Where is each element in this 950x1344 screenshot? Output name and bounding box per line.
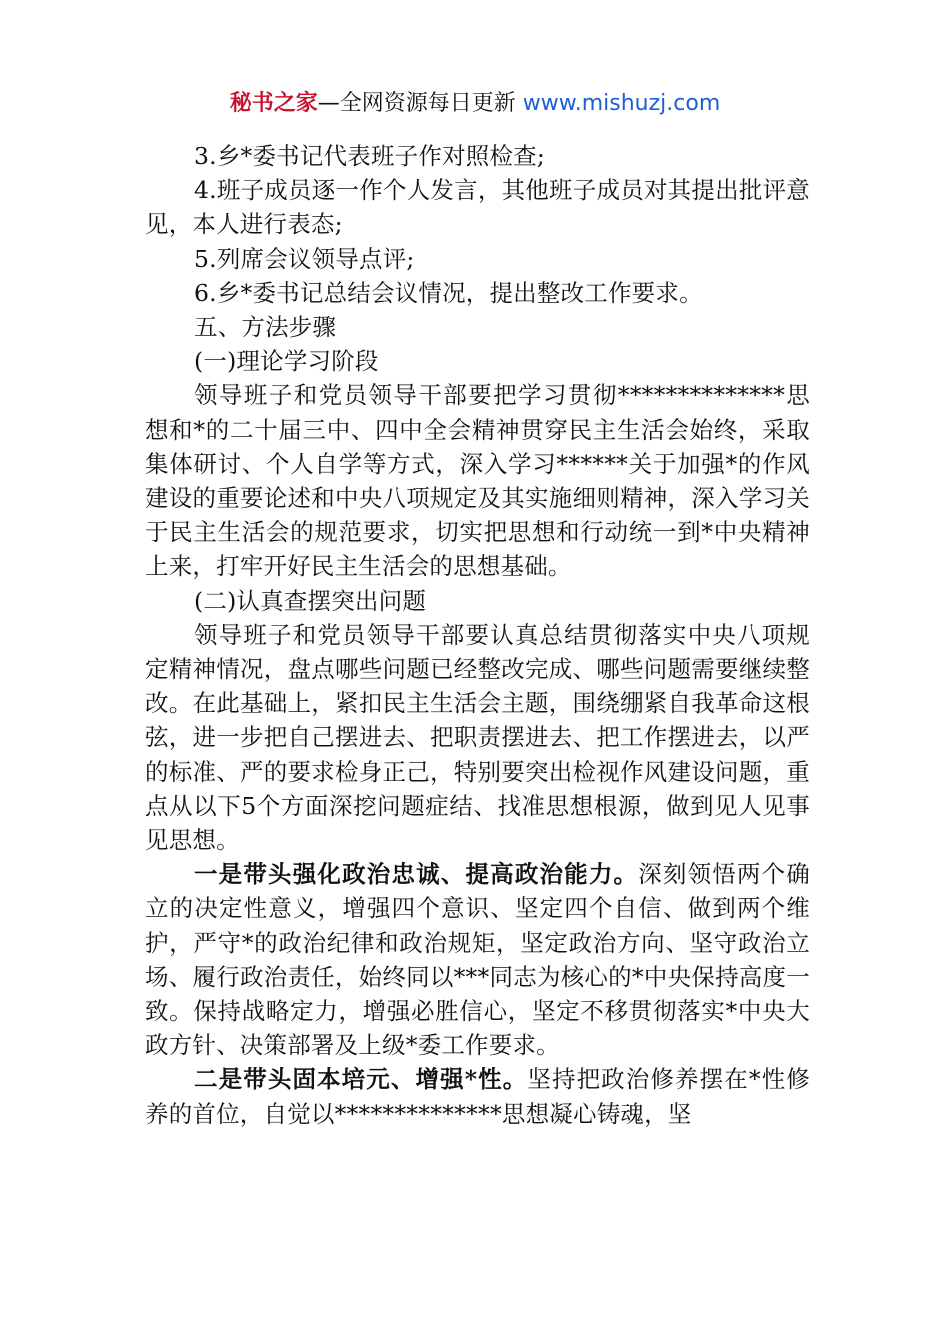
- paragraph: 领导班子和党员领导干部要把学习贯彻**************思想和*的二十届三中、四中全会精神贯穿民主生活会始终，采取集体研讨、个人自学等方式，深入学习******关于加强*的作风建设的重要论述和中央八项规定及其实施细则精神，深入学习关于民主生活会的规范要求，切实把思想和行动统一到*中央精神上来，打牢开好民主生活会的思想基础。: [145, 381, 810, 581]
- paragraph-lead: 一是带头强化政治忠诚、提高政治能力。: [194, 860, 639, 889]
- paragraph: 领导班子和党员领导干部要认真总结贯彻落实中央八项规定精神情况，盘点哪些问题已经整改完成、哪些问题需要继续整改。在此基础上，紧扣民主生活会主题，围绕绷紧自我革命这根弦，进一步把自己摆进去、把职责摆进去、把工作摆进去，以严的标准、严的要求检身正己，特别要突出检视作风建设问题，重点从以下5个方面深挖问题症结、找准思想根源，做到见人见事见思想。: [145, 620, 810, 855]
- paragraph-text: 深刻领悟两个确立的决定性意义，增强四个意识、坚定四个自信、做到两个维护，严守*的政治纪律和政治规矩，坚定政治方向、坚守政治立场、履行政治责任，始终同以***同志为核心的*中央保持高度一致。保持战略定力，增强必胜信心，坚定不移贯彻落实*中央大政方针、决策部署及上级*委工作要求。: [145, 860, 810, 1060]
- document-body: [145, 139, 810, 1131]
- paragraph: 6.乡*委书记总结会议情况，提出整改工作要求。: [194, 278, 703, 307]
- brand-name: 秘书之家: [229, 91, 318, 116]
- subsection-heading: (二)认真查摆突出问题: [194, 586, 427, 615]
- section-heading: 五、方法步骤: [194, 313, 337, 342]
- paragraph: [145, 1062, 810, 1130]
- paragraph: [145, 857, 810, 1062]
- paragraph-text: 坚持把政治修养摆在*性修养的首位，自觉以**************思想凝心铸魂，坚: [145, 1065, 811, 1128]
- paragraph-lead: 二是带头固本培元、增强*性。: [194, 1065, 528, 1094]
- subsection-heading: (一)理论学习阶段: [194, 347, 379, 376]
- website-link[interactable]: www.mishuzj.com: [522, 91, 721, 116]
- header-tagline: —全网资源每日更新: [317, 91, 523, 116]
- page-header: [0, 88, 950, 120]
- paragraph: 3.乡*委书记代表班子作对照检查;: [194, 142, 545, 170]
- paragraph: 4.班子成员逐一作个人发言，其他班子成员对其提出批评意见，本人进行表态;: [145, 176, 810, 239]
- paragraph: 5.列席会议领导点评;: [194, 244, 415, 273]
